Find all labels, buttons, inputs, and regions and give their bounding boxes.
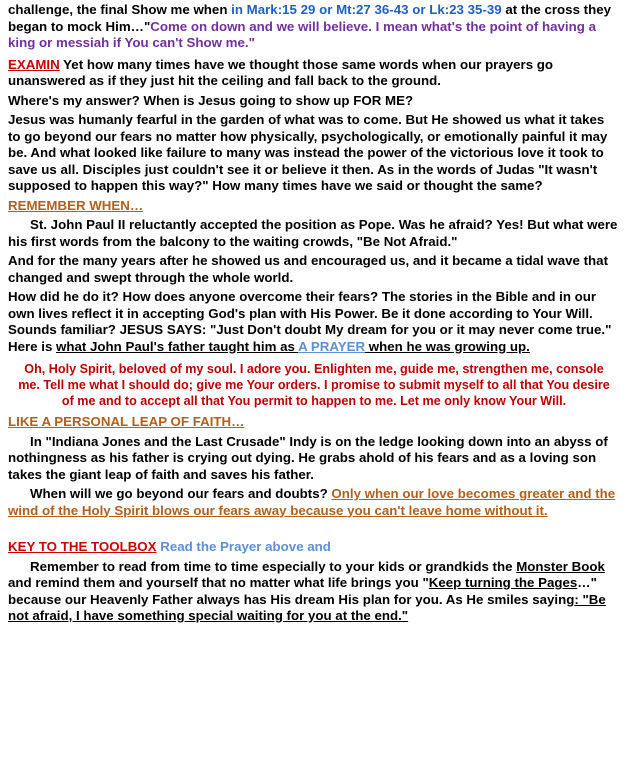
examin-paragraph <box>8 57 620 90</box>
mocking-quote: Come on down and we will believe. I mean what's the point of having a king or messiah if You can't Show me." <box>8 18 596 50</box>
growing-up-text: when he was growing up. <box>365 338 530 354</box>
toolbox-text-2: and remind them and yourself that no matter what life brings you " <box>8 575 429 590</box>
holy-spirit-prayer: Oh, Holy Spirit, beloved of my soul. I adore you. Enlighten me, guide me, strengthen me, console me. Tell me what I should do; give me Your orders. I promise to submit myself to all that You desire of me and to accept all that You permit to happen to me. Let me only know Your Will. <box>18 362 610 408</box>
closing-quote: : "Be not afraid, I have something special waiting for you at the end." <box>8 591 606 623</box>
toolbox-paragraph <box>8 559 620 625</box>
intro-text-cont: at the cross they began to mock Him…" <box>8 2 612 34</box>
scripture-references: in Mark:15 29 or Mt:27 36-43 or Lk:23 35-39 <box>231 2 502 17</box>
beyond-fears-paragraph <box>8 486 620 519</box>
keep-turning-text: Keep turning the Pages <box>428 575 578 590</box>
beyond-fears-text: When will we go beyond our fears and doubts? <box>30 486 332 501</box>
examin-heading: EXAMIN <box>8 56 60 72</box>
toolbox-subheading: Read the Prayer above and <box>156 539 331 554</box>
examin-text: Yet how many times have we thought those same words when our prayers go unanswered as if they just hit the ceiling and fall back to the ground. <box>8 56 554 88</box>
jesus-paragraph: Jesus was humanly fearful in the garden of what was to come. But He showed us what it takes to go beyond our fears no matter how physically, psychologically, or emotionally painful it may be. And what looked like failure to many was instead the power of the victorious love it took to save us all. Disciples just couldn't see it or believe it then. As in the words of Judas "It wasn't supposed to happen this way?" How many times have we said or thought the same? <box>8 112 608 193</box>
overcome-paragraph <box>8 289 620 355</box>
tidal-wave-paragraph: And for the many years after he showed us and encouraged us, and it became a tidal wave that changed and swept through the whole world. <box>8 253 608 285</box>
intro-text: challenge, the final Show me when <box>8 2 232 17</box>
pope-paragraph: St. John Paul II reluctantly accepted the position as Pope. Was he afraid? Yes! But what were his first words from the balcony to the waiting crowds, "Be Not Afraid." <box>8 217 618 249</box>
indiana-jones-paragraph: In "Indiana Jones and the Last Crusade" Indy is on the ledge looking down into an abyss of nothingness as his father is crying out dying. He grabs ahold of his fears and as a loving son takes the giant leap of faith and saves his father. <box>8 433 608 482</box>
prayer-link[interactable]: A PRAYER <box>298 338 366 354</box>
father-taught-text: what John Paul's father taught him as <box>56 338 299 354</box>
love-greater-text: Only when our love becomes greater and the wind of the Holy Spirit blows our fears away because you can't leave home without it. <box>8 486 616 518</box>
monster-book-link[interactable]: Monster Book <box>516 558 605 574</box>
overcome-text: How did he do it? How does anyone overcome their fears? The stories in the Bible and in our own lives reflect it in accepting God's plan with His Power. Be it done according to Your Will. Sounds familiar? JESUS SAYS: "Just Don't doubt My dream for you or it may never come true." Here is <box>8 289 612 354</box>
toolbox-text-3: …" because our Heavenly Father always has His dream His plan for you. As He smiles saying <box>8 575 597 607</box>
answer-question: Where's my answer? When is Jesus going to show up FOR ME? <box>8 92 414 108</box>
leap-heading: LIKE A PERSONAL LEAP OF FAITH… <box>8 414 245 429</box>
toolbox-heading: KEY TO THE TOOLBOX <box>8 539 157 554</box>
remember-heading: REMEMBER WHEN… <box>8 197 144 213</box>
toolbox-text: Remember to read from time to time especially to your kids or grandkids the <box>30 558 517 574</box>
toolbox-heading-line <box>8 539 620 556</box>
intro-paragraph <box>8 2 620 52</box>
